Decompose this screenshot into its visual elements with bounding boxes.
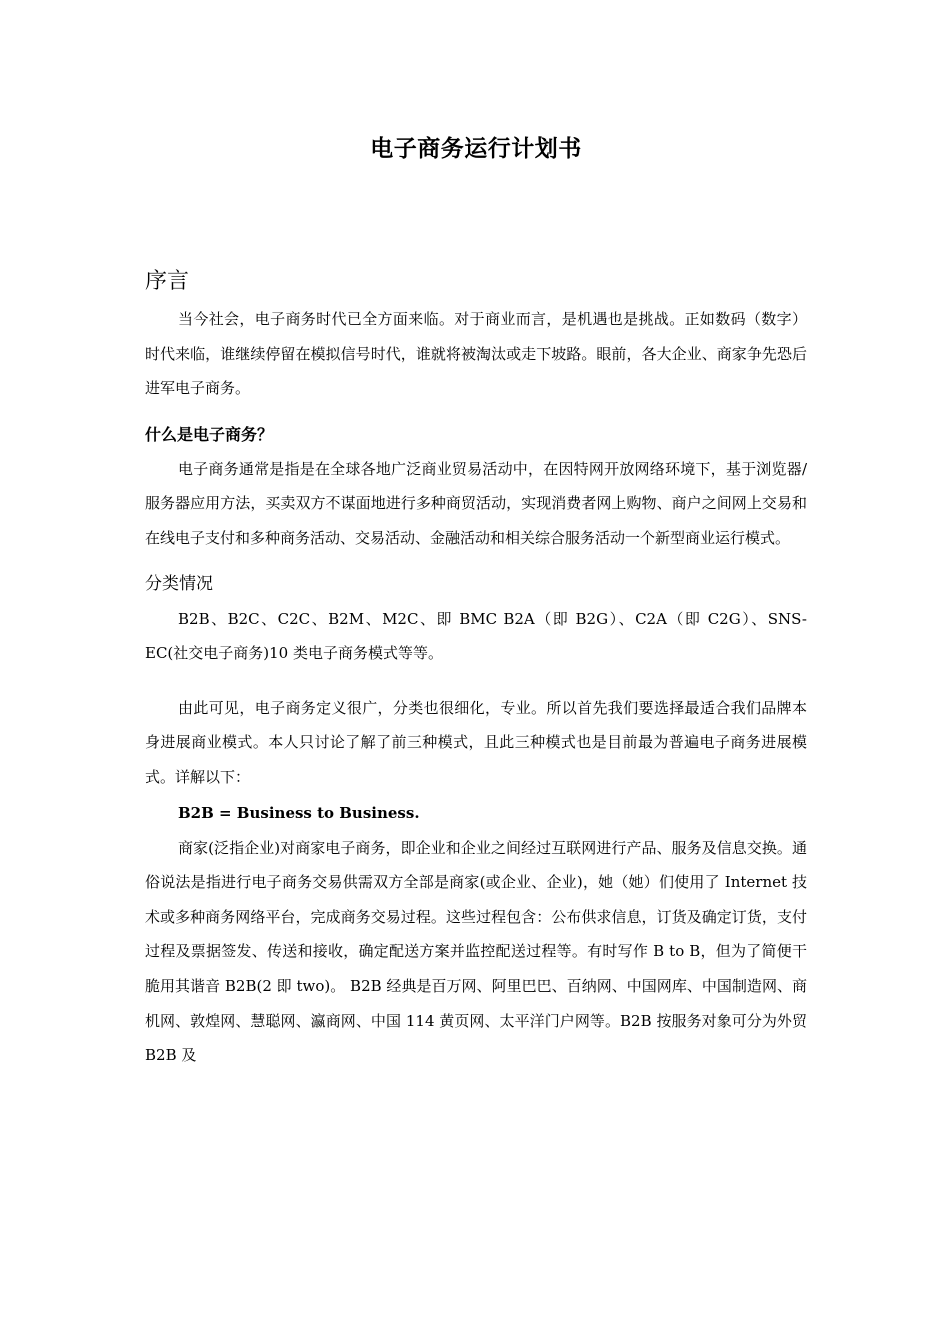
classification-paragraph: B2B、B2C、C2C、B2M、M2C、即 BMC B2A（即 B2G）、C2A（即 C2G）、SNS-EC(社交电子商务)10 类电子商务模式等等。 [145, 609, 807, 663]
document-title: 电子商务运行计划书 [370, 135, 582, 162]
preface-paragraph: 当今社会，电子商务时代已全方面来临。对于商业而言，是机遇也是挑战。正如数码（数字）时代来临，谁继续停留在模拟信号时代，谁就将被淘汰或走下坡路。眼前，各大企业、商家争先恐后进军电子商务。 [145, 310, 807, 398]
b2b-paragraph: 商家(泛指企业)对商家电子商务，即企业和企业之间经过互联网进行产品、服务及信息交换。通俗说法是指进行电子商务交易供需双方全部是商家(或企业、企业)，她（她）们使用了 Internet 技术或多种商务网络平台，完成商务交易过程。这些过程包含：公布供求信息，订货及确定订货，支付过程及票据签发、传送和接收，确定配送方案并监控配送过程等。有时写作 B to B，但为了简便干脆用其谐音 B2B(2 即 two)。 B2B 经典是百万网、阿里巴巴、百纳网、中国网库、中国制造网、商机网、敦煌网、慧聪网、瀛商网、中国 114 黄页网、太平洋门户网等。B2B 按服务对象可分为外贸 B2B 及 [145, 838, 807, 1065]
preface-heading: 序言 [145, 269, 190, 294]
document-body [145, 130, 807, 1073]
what-is-ecommerce-paragraph: 电子商务通常是指是在全球各地广泛商业贸易活动中，在因特网开放网络环境下，基于浏览器/服务器应用方法，买卖双方不谋面地进行多种商贸活动，实现消费者网上购物、商户之间网上交易和在线电子支付和多种商务活动、交易活动、金融活动和相关综合服务活动一个新型商业运行模式。 [145, 459, 807, 547]
classification-heading: 分类情况 [145, 573, 213, 594]
b2b-heading: B2B = Business to Business. [178, 803, 420, 822]
summary-paragraph: 由此可见，电子商务定义很广，分类也很细化，专业。所以首先我们要选择最适合我们品牌本身进展商业模式。本人只讨论了解了前三种模式，且此三种模式也是目前最为普遍电子商务进展模式。详解以下： [145, 698, 807, 786]
what-is-ecommerce-heading: 什么是电子商务？ [145, 424, 274, 444]
